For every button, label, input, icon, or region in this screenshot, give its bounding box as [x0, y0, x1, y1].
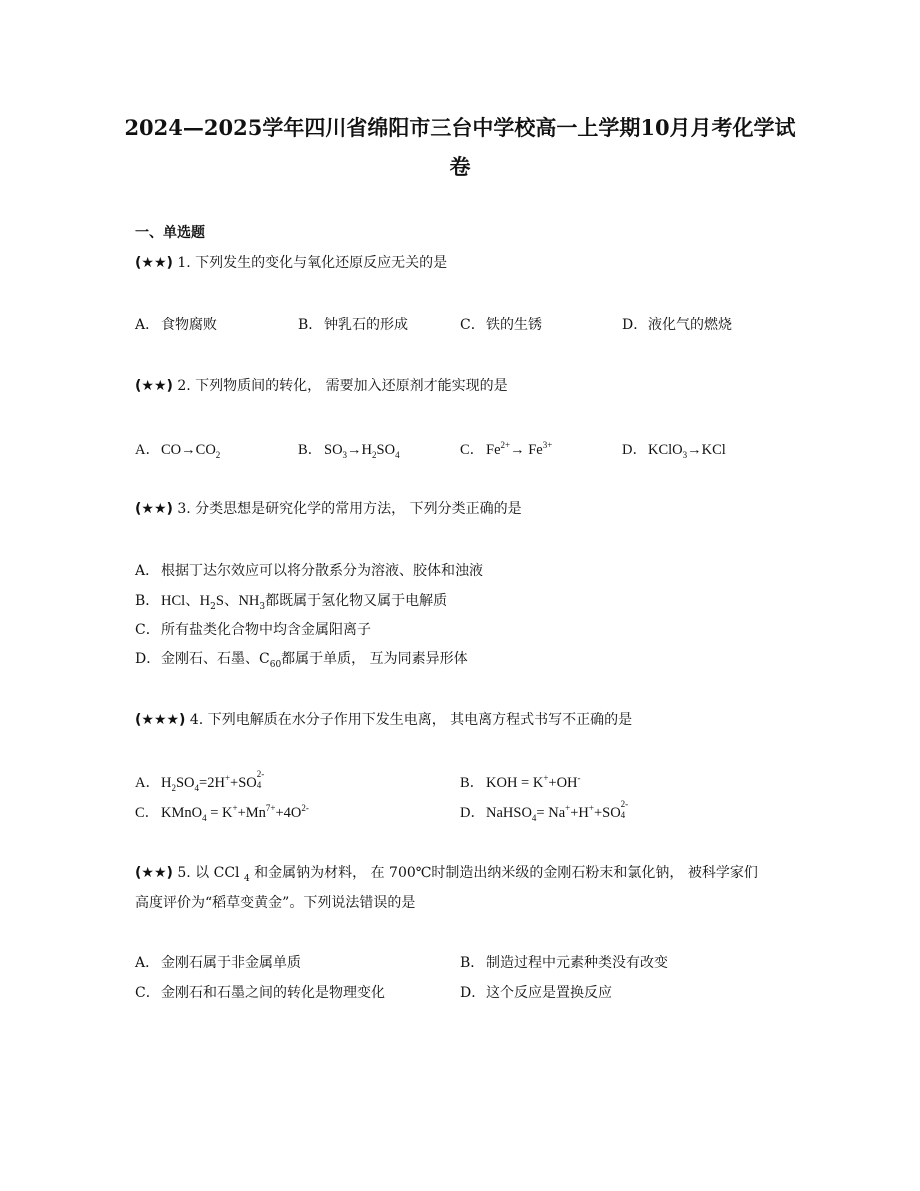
difficulty-stars: (★★) [135, 865, 173, 881]
question-1-stem: (★★) 1. 下列发生的变化与氧化还原反应无关的是 [135, 255, 448, 271]
difficulty-stars: (★★) [135, 378, 173, 394]
q4-option-b: B． KOH = K++OH- [460, 773, 581, 791]
exam-title-line-2: 卷 [449, 154, 471, 179]
q1-option-c: C．铁的生锈 [460, 317, 542, 333]
q1-option-b: B． 钟乳石的形成 [298, 317, 408, 333]
q4-option-d: D．NaHSO$_4$= Na++H++SO 2- 4 [460, 799, 629, 823]
q5-option-a: A． 金刚石属于非金属单质 [135, 955, 301, 971]
q1-option-d: D．液化气的燃烧 [622, 317, 732, 333]
q3-option-b: B． HCl、$H_2S$、$NH_3$都既属于氢化物又属于电解质 [135, 593, 448, 612]
q3-option-d: D．金刚石、石墨、$C_{60}$都属于单质， 互为同素异形体 [135, 651, 468, 670]
q5-option-d: D．这个反应是置换反应 [460, 985, 612, 1001]
q5-option-c: C．金刚石和石墨之间的转化是物理变化 [135, 985, 385, 1001]
q2-option-c: C． $Fe^{2+}\to Fe^{3+}$ [460, 440, 553, 458]
q2-option-a: A．$CO\to CO_2$ [135, 442, 221, 460]
q4-option-c: C． KMnO$_4$ = $K^++Mn^{7+}+4O^{2-}$ [135, 803, 309, 823]
difficulty-stars: (★★) [135, 501, 173, 517]
question-4-stem: (★★★) 4. 下列电解质在水分子作用下发生电离， 其电离方程式书写不正确的是 [135, 712, 633, 728]
question-3-stem: (★★) 3. 分类思想是研究化学的常用方法， 下列分类正确的是 [135, 501, 522, 517]
q5-option-b: B． 制造过程中元素种类没有改变 [460, 955, 668, 971]
q3-option-c: C．所有盐类化合物中均含金属阳离子 [135, 622, 371, 638]
q2-option-b: B． $SO_3\to H_2SO_4$ [298, 442, 400, 460]
q2-option-d: D．KClO$_3$→KCl [622, 442, 726, 460]
q4-option-a: A．$H_2SO_4=2H^++SO$ 2- 4 [135, 769, 265, 793]
difficulty-stars: (★★) [135, 255, 173, 271]
q1-option-a: A． 食物腐败 [135, 317, 217, 333]
question-5-stem-continued: 高度评价为“稻草变黄金”。下列说法错误的是 [135, 895, 416, 911]
question-5-stem: (★★) 5. 以 CCl $_4$ 和金属钠为材料， 在 700℃时制造出纳米级的金刚石粉末和氯化钠， 被科学家们 [135, 865, 758, 884]
exam-title-line-1: 2024—2025学年四川省绵阳市三台中学校高一上学期10月月考化学试 [124, 115, 796, 140]
question-2-stem: (★★) 2. 下列物质间的转化， 需要加入还原剂才能实现的是 [135, 378, 508, 394]
section-heading: 一、单选题 [135, 225, 205, 241]
difficulty-stars: (★★★) [135, 712, 186, 728]
q3-option-a: A． 根据丁达尔效应可以将分散系分为溶液、胶体和浊液 [135, 563, 483, 579]
